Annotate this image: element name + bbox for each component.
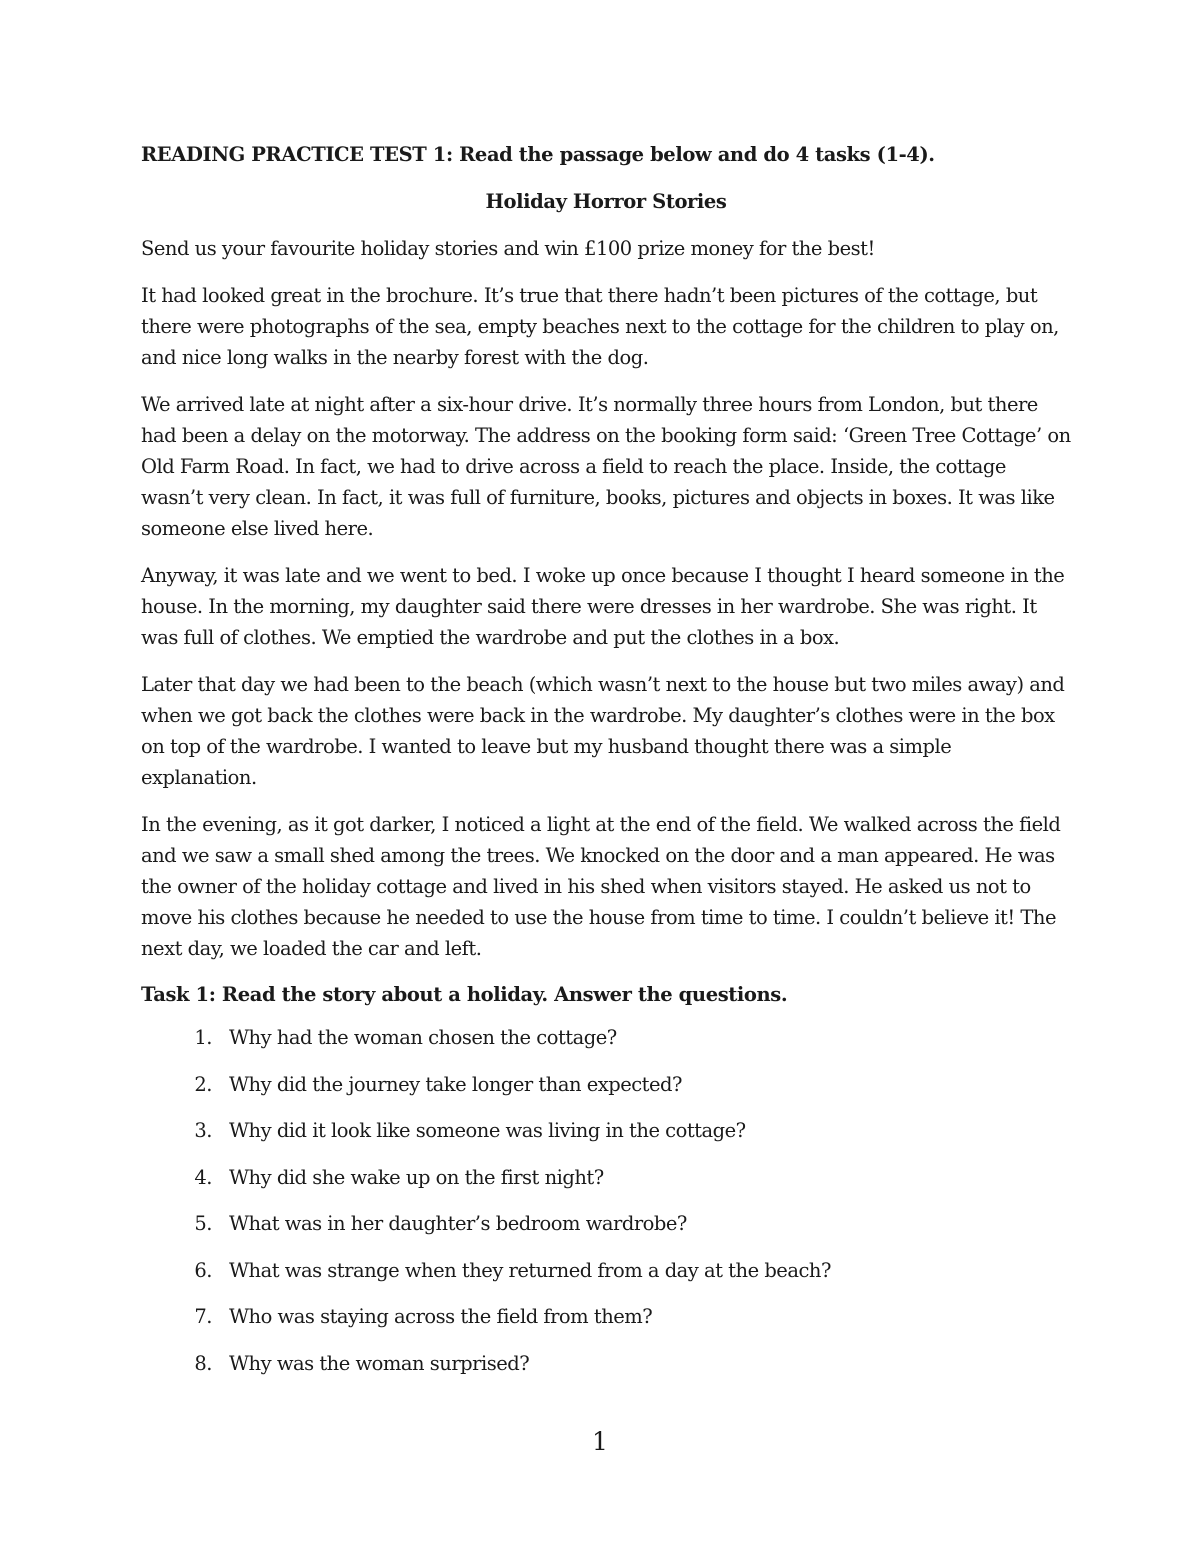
list-item (141, 1302, 1071, 1332)
list-item (141, 1349, 1071, 1379)
paragraph-evening: In the evening, as it got darker, I noticed a light at the end of the field. We walked across the field and we saw a small shed among the trees. We knocked on the door and a man appeared. He was the owner of the holiday cottage and lived in his shed when visitors stayed. He asked us not to move his clothes because he needed to use the house from time to time. I couldn’t believe it! The next day, we loaded the car and left. (141, 813, 1061, 960)
question-number: 3. (194, 1119, 212, 1142)
passage-title: Holiday Horror Stories (485, 190, 727, 213)
question-number: 7. (194, 1305, 212, 1328)
paragraph-intro: Send us your favourite holiday stories and win £100 prize money for the best! (141, 237, 875, 260)
question-number: 8. (194, 1351, 212, 1375)
list-item (141, 1163, 1071, 1193)
question-number: 6. (194, 1258, 212, 1282)
list-item (141, 1209, 1071, 1239)
task-1-heading: Task 1: Read the story about a holiday. Answer the questions. (141, 983, 788, 1006)
paragraph-first-night: Anyway, it was late and we went to bed. I woke up once because I thought I heard someone in the house. In the morning, my daughter said there were dresses in her wardrobe. She was right. It was full of clothes. We emptied the wardrobe and put the clothes in a box. (141, 564, 1065, 649)
page-number: 1 (592, 1427, 608, 1456)
question-text: Why had the woman chosen the cottage? (229, 1026, 617, 1049)
question-number: 4. (194, 1165, 212, 1189)
paragraph-brochure: It had looked great in the brochure. It’s true that there hadn’t been pictures of the cottage, but there were photographs of the sea, empty beaches next to the cottage for the children to play on, and nice long walks in the nearby forest with the dog. (141, 284, 1059, 369)
question-number: 5. (194, 1212, 212, 1235)
question-text: Why did she wake up on the first night? (229, 1165, 604, 1189)
paragraph-beach: Later that day we had been to the beach (which wasn’t next to the house but two miles away) and when we got back the clothes were back in the wardrobe. My daughter’s clothes were in the box on top of the wardrobe. I wanted to leave but my husband thought there was a simple explanation. (141, 673, 1065, 789)
list-item (141, 1116, 1071, 1146)
list-item (141, 1070, 1071, 1100)
question-number: 1. (194, 1026, 212, 1049)
list-item (141, 1256, 1071, 1286)
question-text: What was strange when they returned from a day at the beach? (229, 1258, 831, 1282)
question-text: Why did it look like someone was living in the cottage? (229, 1119, 746, 1142)
test-heading: READING PRACTICE TEST 1: Read the passage below and do 4 tasks (1-4). (141, 143, 935, 166)
list-item (141, 1023, 1071, 1053)
paragraph-arrival: We arrived late at night after a six-hour drive. It’s normally three hours from London, but there had been a delay on the motorway. The address on the booking form said: ‘Green Tree Cottage’ on Old Farm Road. In fact, we had to drive across a field to reach the place. Inside, the cottage wasn’t very clean. In fact, it was full of furniture, books, pictures and objects in boxes. It was like someone else lived here. (141, 393, 1071, 540)
question-text: Why was the woman surprised? (229, 1351, 530, 1375)
question-list (141, 1023, 1071, 1379)
question-text: Why did the journey take longer than expected? (229, 1072, 682, 1096)
question-number: 2. (194, 1072, 212, 1096)
document-page (141, 140, 1071, 1395)
question-text: What was in her daughter’s bedroom wardrobe? (229, 1212, 687, 1235)
question-text: Who was staying across the field from them? (229, 1305, 653, 1328)
